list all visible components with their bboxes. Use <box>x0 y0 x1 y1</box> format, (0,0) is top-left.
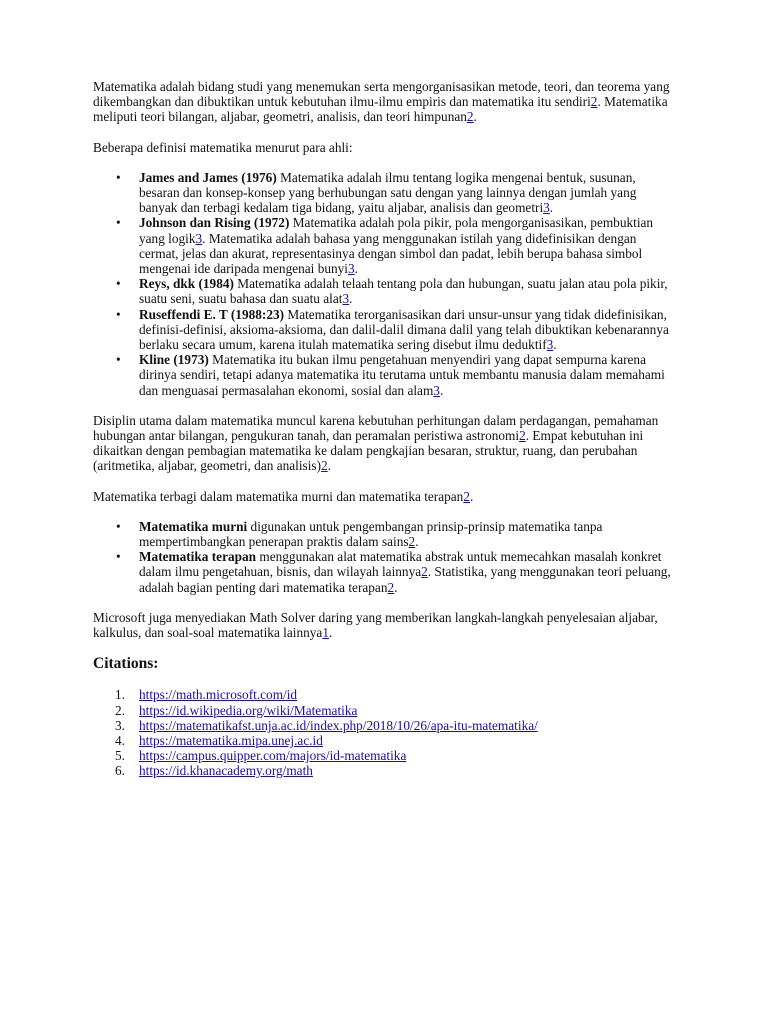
citation-ref[interactable]: 3 <box>546 337 554 353</box>
expert-definitions-list <box>93 170 675 398</box>
branch-text: digunakan untuk pengembangan prinsip-prinsip matematika tanpa mempertimbangkan penerapan praktis dalam sains <box>139 518 603 550</box>
discipline-paragraph: Disiplin utama dalam matematika muncul karena kebutuhan perhitungan dalam perdagangan, pemahaman hubungan antar bilangan, pengukuran tanah, dan peramalan peristiwa astronomi2. Empat kebutuhan ini dikaitkan dengan pembagian matematika ke dalam pengkajian besaran, struktur, ruang, dan perubahan (aritmetika, aljabar, geometri, dan analisis)2. <box>93 412 659 474</box>
list-item <box>115 763 675 779</box>
citation-ref[interactable]: 2 <box>387 579 395 595</box>
citations-heading: Citations: <box>93 655 159 673</box>
intro-text-1: Matematika adalah bidang studi yang menemukan serta mengorganisasikan metode, teori, dan teorema yang dikembangkan dan dibuktikan untuk kebutuhan ilmu-ilmu empiris dan matematika itu sendiri <box>93 79 670 110</box>
citation-number: 3. <box>115 717 125 733</box>
citation-link[interactable]: https://id.wikipedia.org/wiki/Matematika <box>139 702 358 718</box>
list-item: • Ruseffendi E. T (1988:23) Matematika terorganisasikan dari unsur-unsur yang tidak didefinisikan, definisi-definisi, aksioma-aksioma, dan dalil-dalil dimana dalil yang telah dibuktikan kebenarannya berlaku secara umum, karena itulah matematika sering disebut ilmu deduktif3. <box>139 307 675 353</box>
expert-text: Matematika itu bukan ilmu pengetahuan menyendiri yang dapat sempurna karena dirinya sendiri, tetapi adanya matematika itu terutama untuk membantu manusia dalam memahami dan menguasai permasalahan ekonomi, sosial dan alam <box>139 352 665 398</box>
expert-text: . Matematika adalah bahasa yang menggunakan istilah yang didefinisikan dengan cermat, jelas dan akurat, representasinya dengan simbol dan padat, lebih berupa bahasa simbol mengenai ide daripada mengenai bunyi <box>139 230 643 277</box>
division-paragraph: Matematika terbagi dalam matematika murni dan matematika terapan2. <box>93 488 474 504</box>
citation-number: 1. <box>115 687 125 703</box>
citation-ref[interactable]: 2 <box>466 109 474 125</box>
citation-ref[interactable]: 3 <box>342 291 350 307</box>
expert-name: Reys, dkk (1984) <box>139 276 234 292</box>
intro-text-3: . <box>473 109 477 125</box>
document-page <box>93 79 675 779</box>
citation-link[interactable]: https://matematika.mipa.unej.ac.id <box>139 732 323 748</box>
citation-link[interactable]: https://id.khanacademy.org/math <box>139 763 313 779</box>
list-item <box>115 687 675 703</box>
citation-number: 2. <box>115 702 125 718</box>
list-item: • James and James (1976) Matematika adalah ilmu tentang logika mengenai bentuk, susunan, besaran dan konsep-konsep yang berhubungan satu dengan yang lainnya dengan jumlah yang banyak dan terbagi kedalam tiga bidang, yaitu aljabar, analisis dan geometri3. <box>139 170 675 216</box>
expert-text: Matematika adalah ilmu tentang logika mengenai bentuk, susunan, besaran dan konsep-konsep yang berhubungan satu dengan yang lainnya dengan jumlah yang banyak dan terbagi kedalam tiga bidang, yaitu aljabar, analisis dan geometri <box>139 169 637 216</box>
list-item: • Matematika murni digunakan untuk pengembangan prinsip-prinsip matematika tanpa mempertimbangkan penerapan praktis dalam sains2. <box>139 519 675 549</box>
citation-link[interactable]: https://campus.quipper.com/majors/id-matematika <box>139 748 407 764</box>
citation-ref[interactable]: 1 <box>322 625 329 641</box>
expert-text: Matematika adalah telaah tentang pola dan hubungan, suatu jalan atau pola pikir, suatu seni, suatu bahasa dan suatu alat <box>139 276 668 307</box>
list-item: • Johnson dan Rising (1972) Matematika adalah pola pikir, pola mengorganisasikan, pembuktian yang logik3. Matematika adalah bahasa yang menggunakan istilah yang didefinisikan dengan cermat, jelas dan akurat, representasinya dengan simbol dan padat, lebih berupa bahasa simbol mengenai ide daripada mengenai bunyi3. <box>139 215 675 276</box>
citation-ref[interactable]: 3 <box>195 230 203 246</box>
expert-name: Kline (1973) <box>139 352 209 368</box>
branch-text: . Statistika, yang menggunakan teori peluang, adalah bagian penting dari matematika terapan <box>139 564 671 595</box>
list-item: • Reys, dkk (1984) Matematika adalah telaah tentang pola dan hubungan, suatu jalan atau pola pikir, suatu seni, suatu bahasa dan suatu alat3. <box>139 276 675 306</box>
citation-ref[interactable]: 2 <box>590 94 598 110</box>
expert-name: Ruseffendi E. T (1988:23) <box>139 306 285 322</box>
citations-list <box>93 687 675 778</box>
list-item <box>115 702 675 718</box>
branch-name: Matematika murni <box>139 518 248 534</box>
intro-paragraph <box>93 79 675 125</box>
citation-ref[interactable]: 3 <box>347 261 355 277</box>
list-item: • Kline (1973) Matematika itu bukan ilmu pengetahuan menyendiri yang dapat sempurna karena dirinya sendiri, tetapi adanya matematika itu terutama untuk membantu manusia dalam memahami dan menguasai permasalahan ekonomi, sosial dan alam3. <box>139 352 675 398</box>
citation-number: 4. <box>115 732 125 748</box>
list-item <box>115 732 675 748</box>
branch-name: Matematika terapan <box>139 549 257 565</box>
citation-ref[interactable]: 2 <box>463 488 470 504</box>
expert-text: Matematika terorganisasikan dari unsur-unsur yang tidak didefinisikan, definisi-definisi, aksioma-aksioma, dan dalil-dalil dimana dalil yang telah dibuktikan kebenarannya berlaku secara umum, karena itulah matematika sering disebut ilmu deduktif <box>139 306 669 353</box>
expert-name: James and James (1976) <box>139 169 277 185</box>
expert-name: Johnson dan Rising (1972) <box>139 215 290 231</box>
branch-text: menggunakan alat matematika abstrak untuk memecahkan masalah konkret dalam ilmu pengetahuan, bisnis, dan wilayah lainnya <box>139 549 662 580</box>
citation-ref[interactable]: 2 <box>421 564 428 580</box>
expert-text: Matematika adalah pola pikir, pola mengorganisasikan, pembuktian yang logik <box>139 215 654 246</box>
citation-ref[interactable]: 2 <box>321 458 328 474</box>
list-item <box>115 717 675 733</box>
branches-list <box>93 519 675 595</box>
intro-text-2: . Matematika meliputi teori bilangan, aljabar, geometri, analisis, dan teori himpunan <box>93 94 668 125</box>
list-item <box>115 748 675 764</box>
citation-ref[interactable]: 3 <box>543 200 550 216</box>
citation-ref[interactable]: 2 <box>408 534 416 550</box>
citation-number: 5. <box>115 748 125 764</box>
list-item: • Matematika terapan menggunakan alat matematika abstrak untuk memecahkan masalah konkret dalam ilmu pengetahuan, bisnis, dan wilayah lainnya2. Statistika, yang menggunakan teori peluang, adalah bagian penting dari matematika terapan2. <box>139 549 675 595</box>
definitions-intro: Beberapa definisi matematika menurut para ahli: <box>93 139 353 155</box>
citation-number: 6. <box>115 763 125 779</box>
citation-ref[interactable]: 2 <box>519 428 526 444</box>
citation-ref[interactable]: 3 <box>433 382 440 398</box>
citation-link[interactable]: https://math.microsoft.com/id <box>139 687 298 703</box>
microsoft-paragraph: Microsoft juga menyediakan Math Solver daring yang memberikan langkah-langkah penyelesaian aljabar, kalkulus, dan soal-soal matematika lainnya1. <box>93 609 658 641</box>
citation-link[interactable]: https://matematikafst.unja.ac.id/index.php/2018/10/26/apa-itu-matematika/ <box>139 717 538 733</box>
